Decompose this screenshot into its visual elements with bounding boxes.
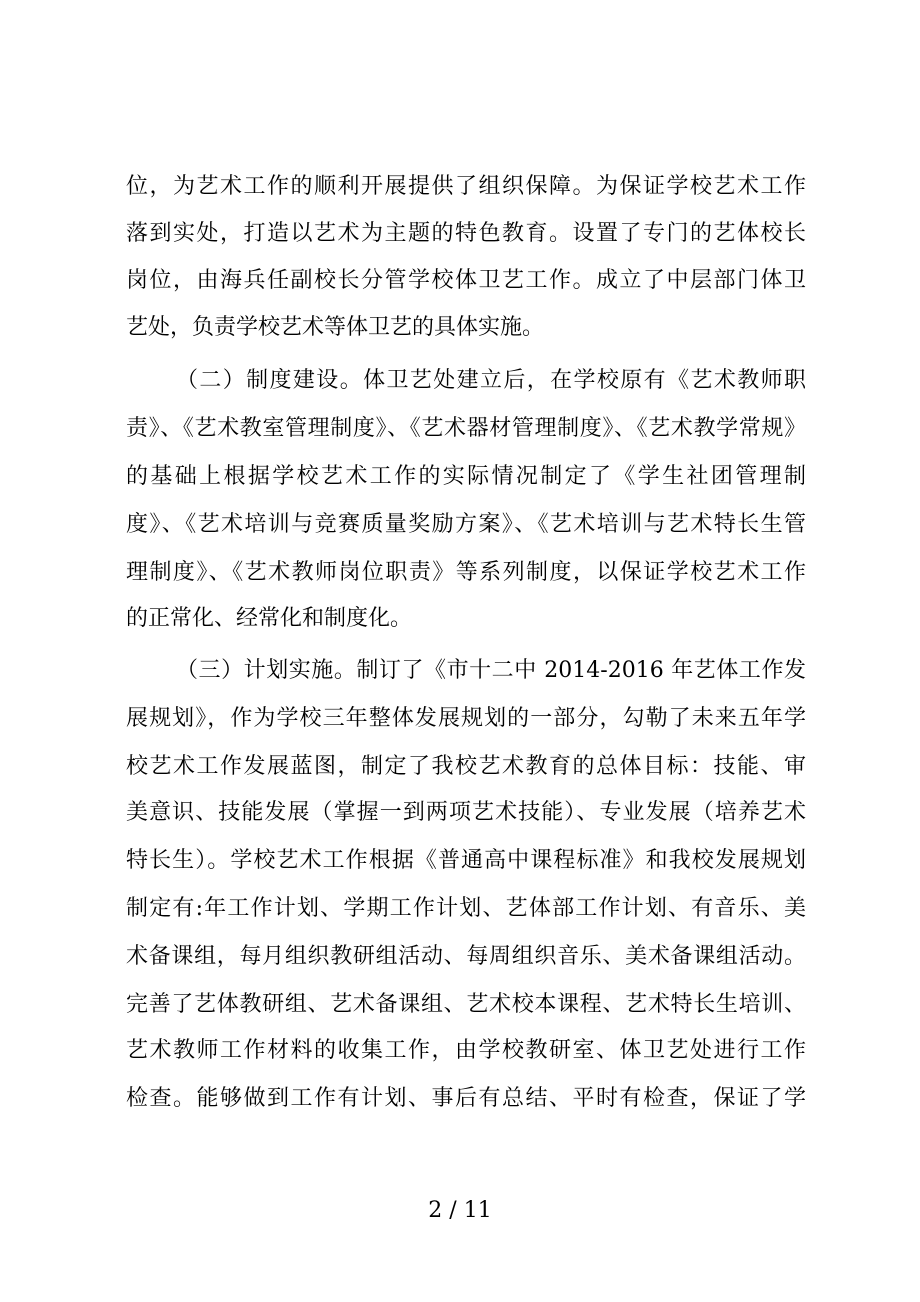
text-line: 校艺术工作发展蓝图，制定了我校艺术教育的总体目标：技能、审 xyxy=(126,754,806,779)
text-line: 责》、《艺术教室管理制度》、《艺术器材管理制度》、《艺术教学常规》 xyxy=(126,416,806,441)
text-line: 展规划》，作为学校三年整体发展规划的一部分，勾勒了未来五年学 xyxy=(126,706,806,731)
text-line: 艺处，负责学校艺术等体卫艺的具体实施。 xyxy=(126,315,545,340)
text-line: （二）制度建设。体卫艺处建立后，在学校原有《艺术教师职 xyxy=(176,368,806,393)
text-line: 落到实处，打造以艺术为主题的特色教育。设置了专门的艺体校长 xyxy=(126,221,806,246)
text-line: 位，为艺术工作的顺利开展提供了组织保障。为保证学校艺术工作 xyxy=(126,174,806,199)
text-line: 美意识、技能发展（掌握一到两项艺术技能）、专业发展（培养艺术 xyxy=(126,800,806,825)
text-line: 的基础上根据学校艺术工作的实际情况制定了《学生社团管理制 xyxy=(126,464,806,489)
page-number: 2 / 11 xyxy=(428,1198,492,1223)
text-line: （三）计划实施。制订了《市十二中 2014-2016 年艺体工作发 xyxy=(176,658,806,683)
text-line: 检查。能够做到工作有计划、事后有总结、平时有检查，保证了学 xyxy=(126,1086,806,1111)
text-line: 的正常化、经常化和制度化。 xyxy=(126,606,413,631)
text-line: 艺术教师工作材料的收集工作，由学校教研室、体卫艺处进行工作 xyxy=(126,1038,806,1063)
text-line: 术备课组，每月组织教研组活动、每周组织音乐、美术备课组活动。 xyxy=(126,944,806,969)
text-line: 岗位，由海兵任副校长分管学校体卫艺工作。成立了中层部门体卫 xyxy=(126,268,806,293)
text-line: 度》、《艺术培训与竞赛质量奖励方案》、《艺术培训与艺术特长生管 xyxy=(126,512,806,537)
text-line: 特长生）。学校艺术工作根据《普通高中课程标准》和我校发展规划 xyxy=(126,848,806,873)
text-line: 完善了艺体教研组、艺术备课组、艺术校本课程、艺术特长生培训、 xyxy=(126,992,806,1017)
text-line: 理制度》、《艺术教师岗位职责》等系列制度，以保证学校艺术工作 xyxy=(126,560,806,585)
text-line: 制定有:年工作计划、学期工作计划、艺体部工作计划、有音乐、美 xyxy=(126,896,806,921)
